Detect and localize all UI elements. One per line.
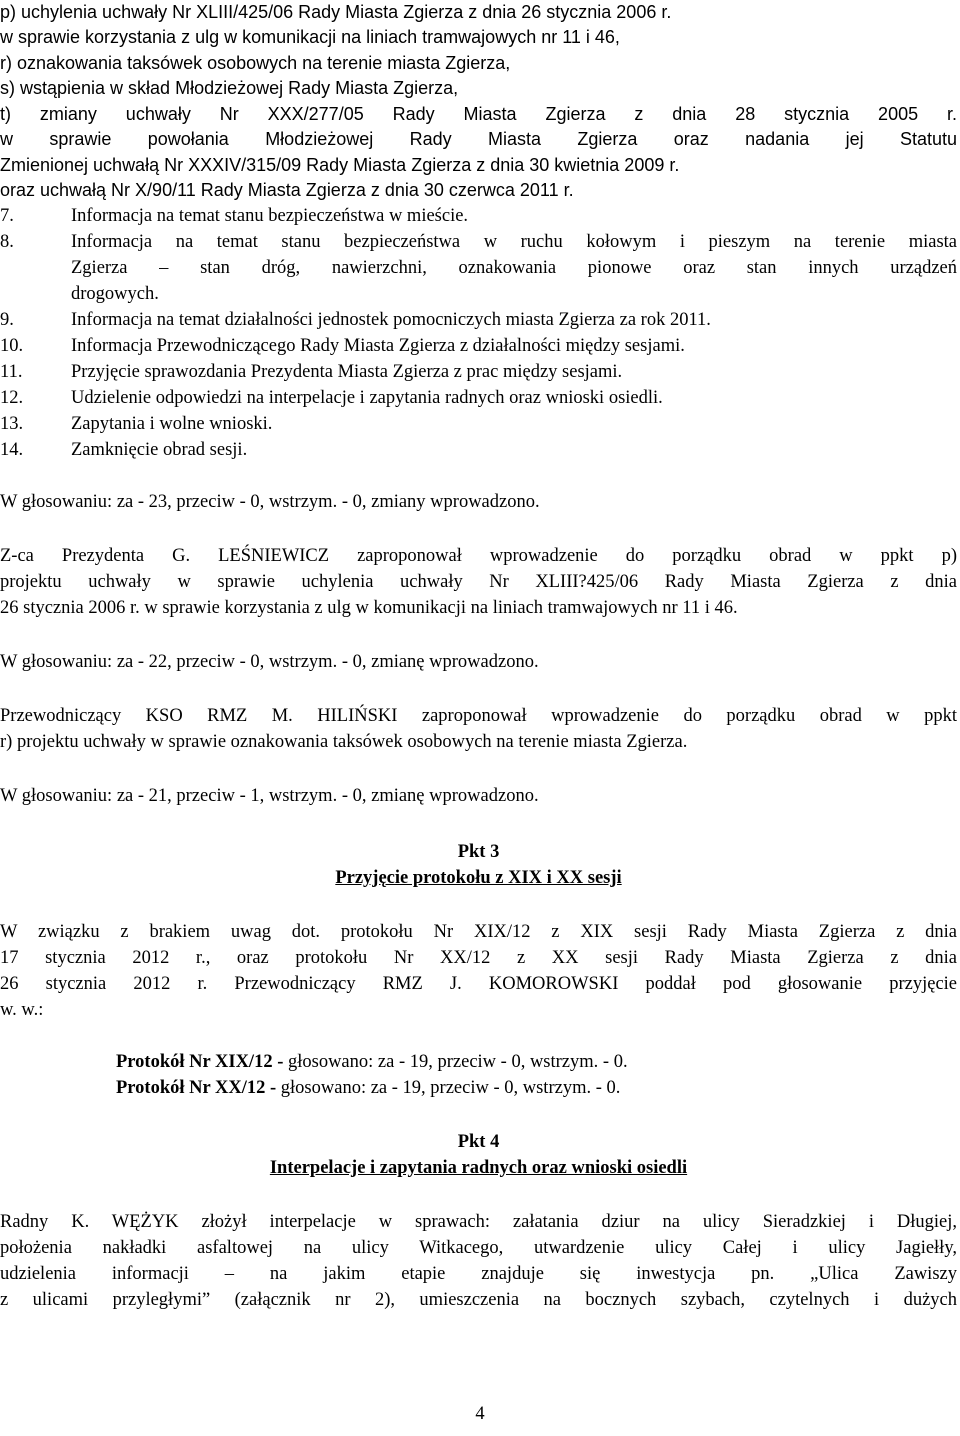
protocol-entry [116,1050,628,1074]
agenda-number: 10. [0,336,24,356]
agenda-text: Informacja na temat stanu bezpieczeństwa w ruchu kołowym i pieszym na terenie miasta [71,232,957,252]
section-title [0,1156,957,1180]
vote-result: W głosowaniu: za - 23, przeciw - 0, wstrzym. - 0, zmiany wprowadzono. [0,492,540,512]
paragraph-line: 17 stycznia 2012 r., oraz protokołu Nr XX/12 z XX sesji Rady Miasta Zgierza z dnia [0,948,957,968]
paragraph-line: projektu uchwały w sprawie uchylenia uchwały Nr XLIII?425/06 Rady Miasta Zgierza z dnia [0,572,957,592]
agenda-number: 8. [0,232,14,252]
paragraph-line: Z-ca Prezydenta G. LEŚNIEWICZ zaproponował wprowadzenie do porządku obrad w ppkt p) [0,546,957,566]
section-number: Pkt 4 [457,1132,500,1152]
protocol-result: głosowano: za - 19, przeciw - 0, wstrzym. - 0. [280,1078,621,1098]
section-number: Pkt 3 [457,842,500,862]
agenda-number: 13. [0,414,24,434]
list-line: w sprawie powołania Młodzieżowej Rady Miasta Zgierza oraz nadania jej Statutu [0,129,957,149]
agenda-text: Zamknięcie obrad sesji. [71,440,248,460]
agenda-text: Informacja Przewodniczącego Rady Miasta Zgierza z działalności między sesjami. [71,336,685,356]
list-line: Zmienionej uchwałą Nr XXXIV/315/09 Rady Miasta Zgierza z dnia 30 kwietnia 2009 r. [0,155,680,175]
agenda-text: Przyjęcie sprawozdania Prezydenta Miasta Zgierza z prac między sesjami. [71,362,623,382]
list-line: s) wstąpienia w skład Młodzieżowej Rady Miasta Zgierza, [0,78,459,98]
paragraph-line: położenia nakładki asfaltowej na ulicy Witkacego, utwardzenie ulicy Całej i ulicy Jagiełły, [0,1238,957,1258]
paragraph-line: Przewodniczący KSO RMZ M. HILIŃSKI zaproponował wprowadzenie do porządku obrad w ppkt [0,706,957,726]
protocol-entry [116,1076,620,1100]
section-title-text: Przyjęcie protokołu z XIX i XX sesji [335,868,622,888]
agenda-number: 14. [0,440,24,460]
agenda-text: Zapytania i wolne wnioski. [71,414,273,434]
agenda-text: Informacja na temat działalności jednostek pomocniczych miasta Zgierza za rok 2011. [71,310,711,330]
paragraph-line: w. w.: [0,1000,44,1020]
paragraph-line: 26 stycznia 2006 r. w sprawie korzystania z ulg w komunikacji na liniach tramwajowych nr 11 i 46. [0,598,738,618]
paragraph-line: Radny K. WĘŻYK złożył interpelacje w sprawach: załatania dziur na ulicy Sieradzkiej i Długiej, [0,1212,957,1232]
agenda-number: 11. [0,362,23,382]
agenda-number: 12. [0,388,24,408]
agenda-number: 7. [0,206,14,226]
page-number: 4 [475,1404,485,1424]
paragraph-line: z ulicami przyległymi” (załącznik nr 2), umieszczenia na bocznych szybach, czytelnych i dużych [0,1290,957,1310]
vote-result: W głosowaniu: za - 22, przeciw - 0, wstrzym. - 0, zmianę wprowadzono. [0,652,539,672]
list-line: oraz uchwałą Nr X/90/11 Rady Miasta Zgierza z dnia 30 czerwca 2011 r. [0,180,574,200]
paragraph-line: W związku z brakiem uwag dot. protokołu Nr XIX/12 z XIX sesji Rady Miasta Zgierza z dnia [0,922,957,942]
agenda-text: Udzielenie odpowiedzi na interpelacje i zapytania radnych oraz wnioski osiedli. [71,388,663,408]
list-line: w sprawie korzystania z ulg w komunikacji na liniach tramwajowych nr 11 i 46, [0,27,620,47]
protocol-result: głosowano: za - 19, przeciw - 0, wstrzym. - 0. [287,1052,628,1072]
paragraph-line: udzielenia informacji – na jakim etapie znajduje się inwestycja pn. „Ulica Zawiszy [0,1264,957,1284]
agenda-number: 9. [0,310,14,330]
vote-result: W głosowaniu: za - 21, przeciw - 1, wstrzym. - 0, zmianę wprowadzono. [0,786,539,806]
paragraph-line: 26 stycznia 2012 r. Przewodniczący RMZ J. KOMOROWSKI poddał pod głosowanie przyjęcie [0,974,957,994]
agenda-text: drogowych. [71,284,159,304]
list-line: p) uchylenia uchwały Nr XLIII/425/06 Rady Miasta Zgierza z dnia 26 stycznia 2006 r. [0,2,672,22]
agenda-text: Zgierza – stan dróg, nawierzchni, oznakowania pionowe oraz stan innych urządzeń [71,258,957,278]
protocol-label: Protokół Nr XIX/12 - [116,1052,284,1072]
protocol-label: Protokół Nr XX/12 - [116,1078,277,1098]
section-title-text: Interpelacje i zapytania radnych oraz wnioski osiedli [269,1158,688,1178]
agenda-text: Informacja na temat stanu bezpieczeństwa w mieście. [71,206,469,226]
section-title [0,866,957,890]
list-line: r) oznakowania taksówek osobowych na terenie miasta Zgierza, [0,53,511,73]
list-line: t) zmiany uchwały Nr XXX/277/05 Rady Miasta Zgierza z dnia 28 stycznia 2005 r. [0,104,957,124]
paragraph-line: r) projektu uchwały w sprawie oznakowania taksówek osobowych na terenie miasta Zgierza. [0,732,688,752]
